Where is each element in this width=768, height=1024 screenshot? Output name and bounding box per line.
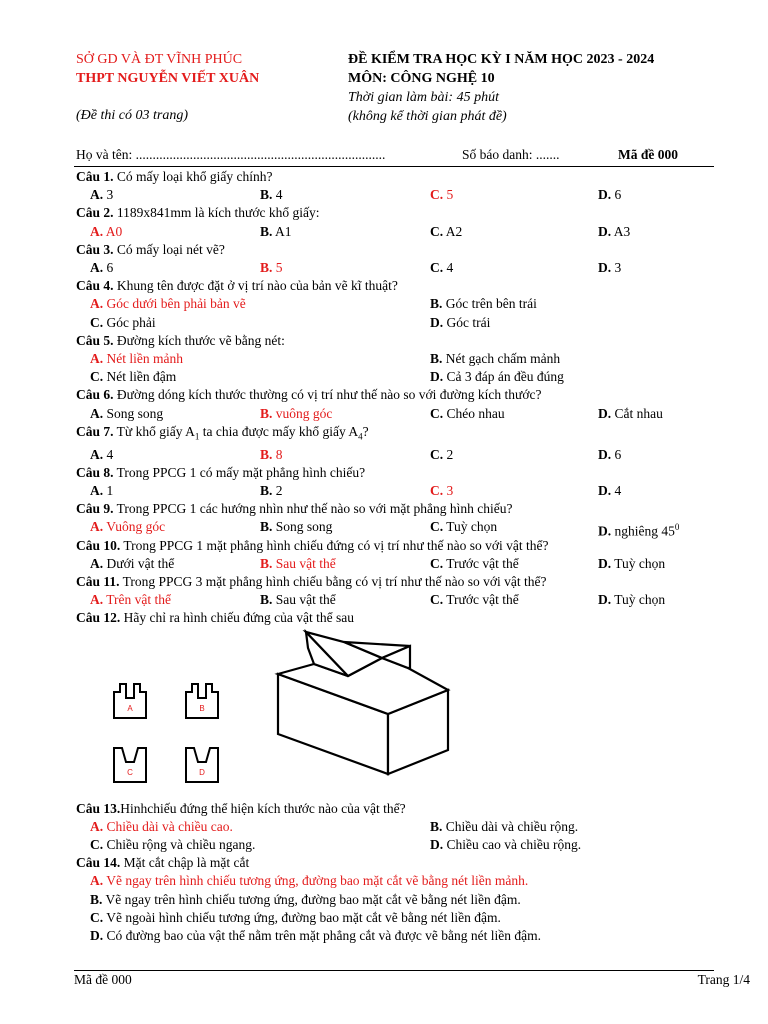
answer-option-b[interactable] [260, 446, 283, 464]
answer-option-c[interactable] [90, 836, 255, 854]
answer-row [76, 295, 716, 313]
answer-option-d[interactable] [430, 368, 564, 386]
answer-option-a[interactable] [90, 350, 183, 368]
option-letter: C. [90, 909, 104, 925]
subject-name: MÔN: CÔNG NGHỆ 10 [348, 71, 495, 86]
option-letter: A. [90, 405, 104, 421]
question-text: Trong PPCG 1 các hướng nhìn như thế nào so với mặt phẳng hình chiếu? [113, 501, 513, 517]
question-stem [76, 204, 716, 222]
option-letter: D. [598, 223, 612, 239]
answer-option-d[interactable] [598, 223, 630, 241]
answer-option-a[interactable] [90, 186, 113, 204]
option-text: 6 [103, 259, 114, 275]
option-letter: A. [90, 519, 104, 535]
option-letter: B. [90, 891, 103, 907]
option-text: 2 [443, 446, 454, 462]
question-list [76, 168, 716, 945]
option-letter: C. [430, 592, 444, 608]
option-text: Cắt nhau [611, 405, 663, 421]
department-name: SỞ GD VÀ ĐT VĨNH PHÚC [76, 52, 243, 67]
candidate-number-field[interactable]: Số báo danh: ....... [462, 147, 560, 162]
answer-option-c[interactable] [90, 368, 176, 386]
answer-option-d[interactable] [598, 591, 665, 609]
option-text: 8 [272, 446, 283, 462]
answer-row [76, 259, 716, 277]
answer-row [76, 446, 716, 464]
answer-option-b[interactable] [260, 405, 332, 423]
question-stem [76, 573, 716, 591]
option-text: Tuỳ chọn [611, 555, 666, 571]
question-number: Câu 13. [76, 800, 121, 816]
answer-option-b[interactable] [430, 350, 560, 368]
answer-option-d[interactable] [598, 446, 621, 464]
option-letter: C. [90, 314, 104, 330]
option-letter: C. [430, 223, 444, 239]
option-letter: C. [90, 369, 104, 385]
option-text: 3 [443, 483, 454, 498]
option-text: Vuông góc [103, 519, 166, 535]
view-label: C [127, 767, 133, 777]
option-letter: B. [430, 350, 443, 366]
option-text: 1 [103, 483, 114, 498]
student-name-field[interactable]: Họ và tên: .......................................................................... [76, 147, 386, 162]
answer-row [76, 891, 716, 909]
option-text: A0 [103, 223, 123, 239]
question-number: Câu 14. [76, 855, 121, 871]
option-letter: C. [430, 446, 444, 462]
answer-option-a[interactable] [90, 446, 113, 464]
question-number: Câu 1. [76, 169, 114, 184]
question-text: Có mấy loại nét vẽ? [113, 241, 225, 257]
answer-option-a[interactable] [90, 223, 122, 241]
question-number: Câu 2. [76, 205, 114, 221]
option-text: Góc trái [443, 314, 491, 330]
option-letter: D. [430, 314, 444, 330]
option-text: A2 [443, 223, 463, 239]
superscript: 0 [674, 522, 680, 533]
answer-row [76, 405, 716, 423]
option-letter: A. [90, 296, 104, 312]
answer-option-c[interactable] [90, 909, 501, 927]
exam-time-note: (không kể thời gian phát đề) [348, 109, 507, 124]
option-letter: C. [90, 836, 104, 852]
option-letter: B. [260, 259, 273, 275]
answer-row [76, 314, 716, 332]
question-text: Đường dóng kích thước thường có vị trí như thế nào so với đường kích thước? [113, 387, 542, 403]
option-letter: B. [260, 592, 273, 608]
answer-option-c[interactable] [430, 591, 519, 609]
option-letter: B. [260, 223, 273, 239]
option-letter: B. [430, 296, 443, 312]
answer-row [76, 591, 716, 609]
option-text: Chiều cao và chiều rộng. [443, 836, 582, 852]
option-text: 4 [272, 187, 283, 203]
answer-option-d[interactable] [598, 482, 621, 500]
question-text: Trong PPCG 3 mặt phẳng hình chiếu bằng có vị trí như thế nào so với vật thể? [119, 573, 547, 589]
answer-option-d[interactable] [430, 836, 581, 854]
question-stem [76, 854, 716, 872]
option-text: Góc phải [103, 314, 156, 330]
answer-row [76, 223, 716, 241]
answer-option-c[interactable] [430, 555, 519, 573]
answer-option-a[interactable] [90, 518, 165, 536]
option-text: Vẽ ngay trên hình chiếu tương ứng, đường bao mặt cắt vẽ bằng nét liền mảnh. [103, 873, 529, 889]
question-number: Câu 6. [76, 387, 114, 403]
question-stem [76, 386, 716, 404]
option-text: 4 [611, 483, 622, 498]
option-text: Chiều rộng và chiều ngang. [103, 836, 256, 852]
answer-option-b[interactable] [260, 518, 332, 536]
option-text: 6 [611, 187, 622, 203]
question-stem [76, 277, 716, 295]
option-text: 6 [611, 446, 622, 462]
option-text: Chiều dài và chiều cao. [103, 818, 233, 834]
question-number: Câu 11. [76, 573, 120, 589]
answer-option-a[interactable] [90, 482, 113, 500]
option-text: Chiều dài và chiều rộng. [442, 818, 579, 834]
answer-option-b[interactable] [430, 818, 578, 836]
question-text: Từ khổ giấy A [113, 423, 195, 439]
option-text: Góc dưới bên phải bản vẽ [103, 296, 246, 312]
answer-row [76, 836, 716, 854]
option-text: Song song [103, 405, 164, 421]
answer-option-b[interactable] [260, 482, 283, 500]
option-letter: D. [598, 259, 612, 275]
answer-option-b[interactable] [260, 223, 292, 241]
option-text: Song song [272, 519, 333, 535]
answer-option-b[interactable] [260, 591, 336, 609]
option-letter: A. [90, 446, 104, 462]
question-text: Mặt cắt chập là mặt cắt [120, 855, 250, 871]
answer-option-a[interactable] [90, 405, 163, 423]
option-letter: A. [90, 818, 104, 834]
option-text: Sau vật thể [272, 592, 336, 608]
option-letter: D. [598, 446, 612, 462]
answer-option-c[interactable] [90, 314, 156, 332]
option-letter: B. [260, 519, 273, 535]
option-text: vuông góc [272, 405, 333, 421]
option-letter: B. [260, 446, 273, 462]
option-text: 2 [272, 483, 283, 498]
figure-svg [76, 628, 716, 800]
option-letter: B. [260, 405, 273, 421]
option-text: Trên vật thể [103, 592, 172, 608]
answer-option-a[interactable] [90, 818, 233, 836]
answer-row [76, 482, 716, 500]
answer-option-c[interactable] [430, 186, 453, 204]
question-stem [76, 241, 716, 259]
option-text: 5 [272, 259, 283, 275]
option-letter: A. [90, 592, 104, 608]
option-letter: A. [90, 187, 104, 203]
subscript: 1 [194, 431, 200, 442]
option-letter: B. [260, 483, 273, 498]
question-stem [76, 464, 716, 482]
option-text: A3 [611, 223, 631, 239]
option-text: Trước vật thể [443, 592, 519, 608]
answer-row [76, 872, 716, 890]
option-letter: B. [260, 555, 273, 571]
header-left [76, 50, 336, 125]
answer-option-d[interactable] [90, 927, 541, 945]
header-divider [74, 166, 714, 167]
option-letter: C. [430, 187, 444, 203]
answer-option-d[interactable] [598, 186, 621, 204]
option-letter: D. [598, 405, 612, 421]
answer-row [76, 818, 716, 836]
question-stem [76, 168, 716, 186]
option-letter: D. [90, 927, 104, 943]
option-text: Vẽ ngay trên hình chiếu tương ứng, đường bao mặt cắt vẽ bằng nét liền đậm. [102, 891, 521, 907]
answer-option-c[interactable] [430, 446, 453, 464]
answer-option-b[interactable] [260, 555, 336, 573]
answer-option-b[interactable] [90, 891, 521, 909]
answer-option-a[interactable] [90, 555, 174, 573]
question-text: Đường kích thước vẽ bằng nét: [113, 332, 285, 348]
view-label: D [199, 767, 205, 777]
option-letter: D. [598, 555, 612, 571]
answer-option-c[interactable] [430, 259, 453, 277]
question-figure [76, 628, 716, 800]
footer-divider [74, 970, 714, 971]
view-label: A [127, 703, 133, 713]
question-number: Câu 7. [76, 423, 114, 439]
option-letter: A. [90, 555, 104, 571]
option-letter: C. [430, 405, 444, 421]
option-text: Nét gạch chấm mảnh [442, 350, 561, 366]
option-letter: D. [598, 523, 612, 539]
option-text: Sau vật thể [272, 555, 336, 571]
option-letter: A. [90, 223, 104, 239]
option-letter: D. [598, 187, 612, 203]
question-number: Câu 3. [76, 241, 114, 257]
option-letter: C. [430, 519, 444, 535]
question-text: ta chia được mấy khổ giấy A [199, 423, 359, 439]
answer-row [76, 555, 716, 573]
option-text: nghiêng 45 [611, 523, 675, 539]
option-letter: D. [430, 369, 444, 385]
view-label: B [199, 703, 205, 713]
answer-option-a[interactable] [90, 872, 528, 890]
question-stem [76, 800, 716, 818]
answer-row [76, 350, 716, 368]
option-letter: A. [90, 873, 104, 889]
option-text: Nét liền mảnh [103, 350, 183, 366]
question-text: Khung tên được đặt ở vị trí nào của bản vẽ kĩ thuật? [113, 278, 398, 294]
exam-code: Mã đề 000 [618, 147, 678, 162]
question-number: Câu 5. [76, 332, 114, 348]
option-text: Góc trên bên trái [442, 296, 537, 312]
answer-row [76, 368, 716, 386]
option-letter: C. [430, 555, 444, 571]
question-stem [76, 609, 716, 627]
option-text: Nét liền đậm [103, 369, 177, 385]
answer-option-b[interactable] [260, 259, 283, 277]
question-text: ? [362, 423, 369, 439]
option-text: Có đường bao của vật thể nằm trên mặt phẳng cắt và được vẽ bằng nét liền đậm. [103, 927, 542, 943]
option-letter: C. [430, 259, 444, 275]
option-text: 4 [103, 446, 114, 462]
answer-row [76, 909, 716, 927]
question-text: 1189x841mm là kích thước khổ giấy: [113, 205, 320, 221]
option-text: Tuỳ chọn [611, 592, 666, 608]
answer-option-d[interactable] [598, 405, 663, 423]
student-info-bar [76, 147, 716, 167]
question-number: Câu 12. [76, 610, 121, 626]
option-letter: B. [260, 187, 273, 203]
option-text: Vẽ ngoài hình chiếu tương ứng, đường bao mặt cắt vẽ bằng nét liền đậm. [103, 909, 501, 925]
answer-row [76, 186, 716, 204]
answer-option-a[interactable] [90, 295, 246, 313]
option-text: Chéo nhau [443, 405, 505, 421]
option-text: 4 [443, 259, 454, 275]
option-letter: C. [430, 483, 444, 498]
page-number: Trang 1/4 [697, 972, 750, 987]
question-number: Câu 4. [76, 278, 114, 294]
answer-row [76, 927, 716, 945]
footer-exam-code: Mã đề 000 [74, 972, 132, 987]
option-text: 3 [103, 187, 114, 203]
option-text: 5 [443, 187, 454, 203]
option-letter: D. [430, 836, 444, 852]
question-number: Câu 9. [76, 501, 114, 517]
answer-option-b[interactable] [260, 186, 283, 204]
school-name: THPT NGUYỄN VIẾT XUÂN [76, 71, 260, 86]
question-stem [76, 500, 716, 518]
option-letter: A. [90, 483, 104, 498]
option-text: 3 [611, 259, 622, 275]
answer-option-a[interactable] [90, 259, 113, 277]
answer-option-d[interactable] [430, 314, 490, 332]
answer-row [76, 518, 716, 539]
question-number: Câu 8. [76, 464, 114, 480]
header-right [348, 50, 748, 126]
question-text: Hãy chỉ ra hình chiếu đứng của vật thể sau [120, 610, 355, 626]
option-text: Tuỳ chọn [443, 519, 498, 535]
question-text: Trong PPCG 1 mặt phẳng hình chiếu đứng có vị trí như thế nào so với vật thể? [120, 537, 549, 553]
pages-note: (Đề thi có 03 trang) [76, 108, 188, 123]
option-text: Cả 3 đáp án đều đúng [443, 369, 564, 385]
answer-option-c[interactable] [430, 223, 462, 241]
answer-option-b[interactable] [430, 295, 537, 313]
option-letter: B. [430, 818, 443, 834]
question-text: Có mấy loại khổ giấy chính? [113, 169, 273, 184]
exam-title: ĐỀ KIỂM TRA HỌC KỲ I NĂM HỌC 2023 - 2024 [348, 52, 655, 67]
option-text: A1 [272, 223, 292, 239]
subscript: 4 [358, 431, 363, 442]
option-letter: D. [598, 592, 612, 608]
answer-option-c[interactable] [430, 405, 505, 423]
answer-option-d[interactable] [598, 555, 665, 573]
question-text: Trong PPCG 1 có mấy mặt phẳng hình chiếu? [113, 464, 366, 480]
answer-option-a[interactable] [90, 591, 171, 609]
exam-time: Thời gian làm bài: 45 phút [348, 90, 499, 105]
question-text: Hinhchiếu đứng thể hiện kích thước nào của vật thể? [120, 800, 406, 816]
question-stem [76, 332, 716, 350]
question-stem [76, 423, 716, 446]
option-text: Dưới vật thể [103, 555, 175, 571]
answer-option-c[interactable] [430, 518, 497, 536]
option-letter: D. [598, 483, 612, 498]
option-letter: A. [90, 259, 104, 275]
option-letter: A. [90, 350, 104, 366]
answer-option-d[interactable] [598, 259, 621, 277]
answer-option-d[interactable] [598, 518, 679, 541]
option-text: Trước vật thể [443, 555, 519, 571]
answer-option-c[interactable] [430, 482, 453, 500]
question-number: Câu 10. [76, 537, 121, 553]
